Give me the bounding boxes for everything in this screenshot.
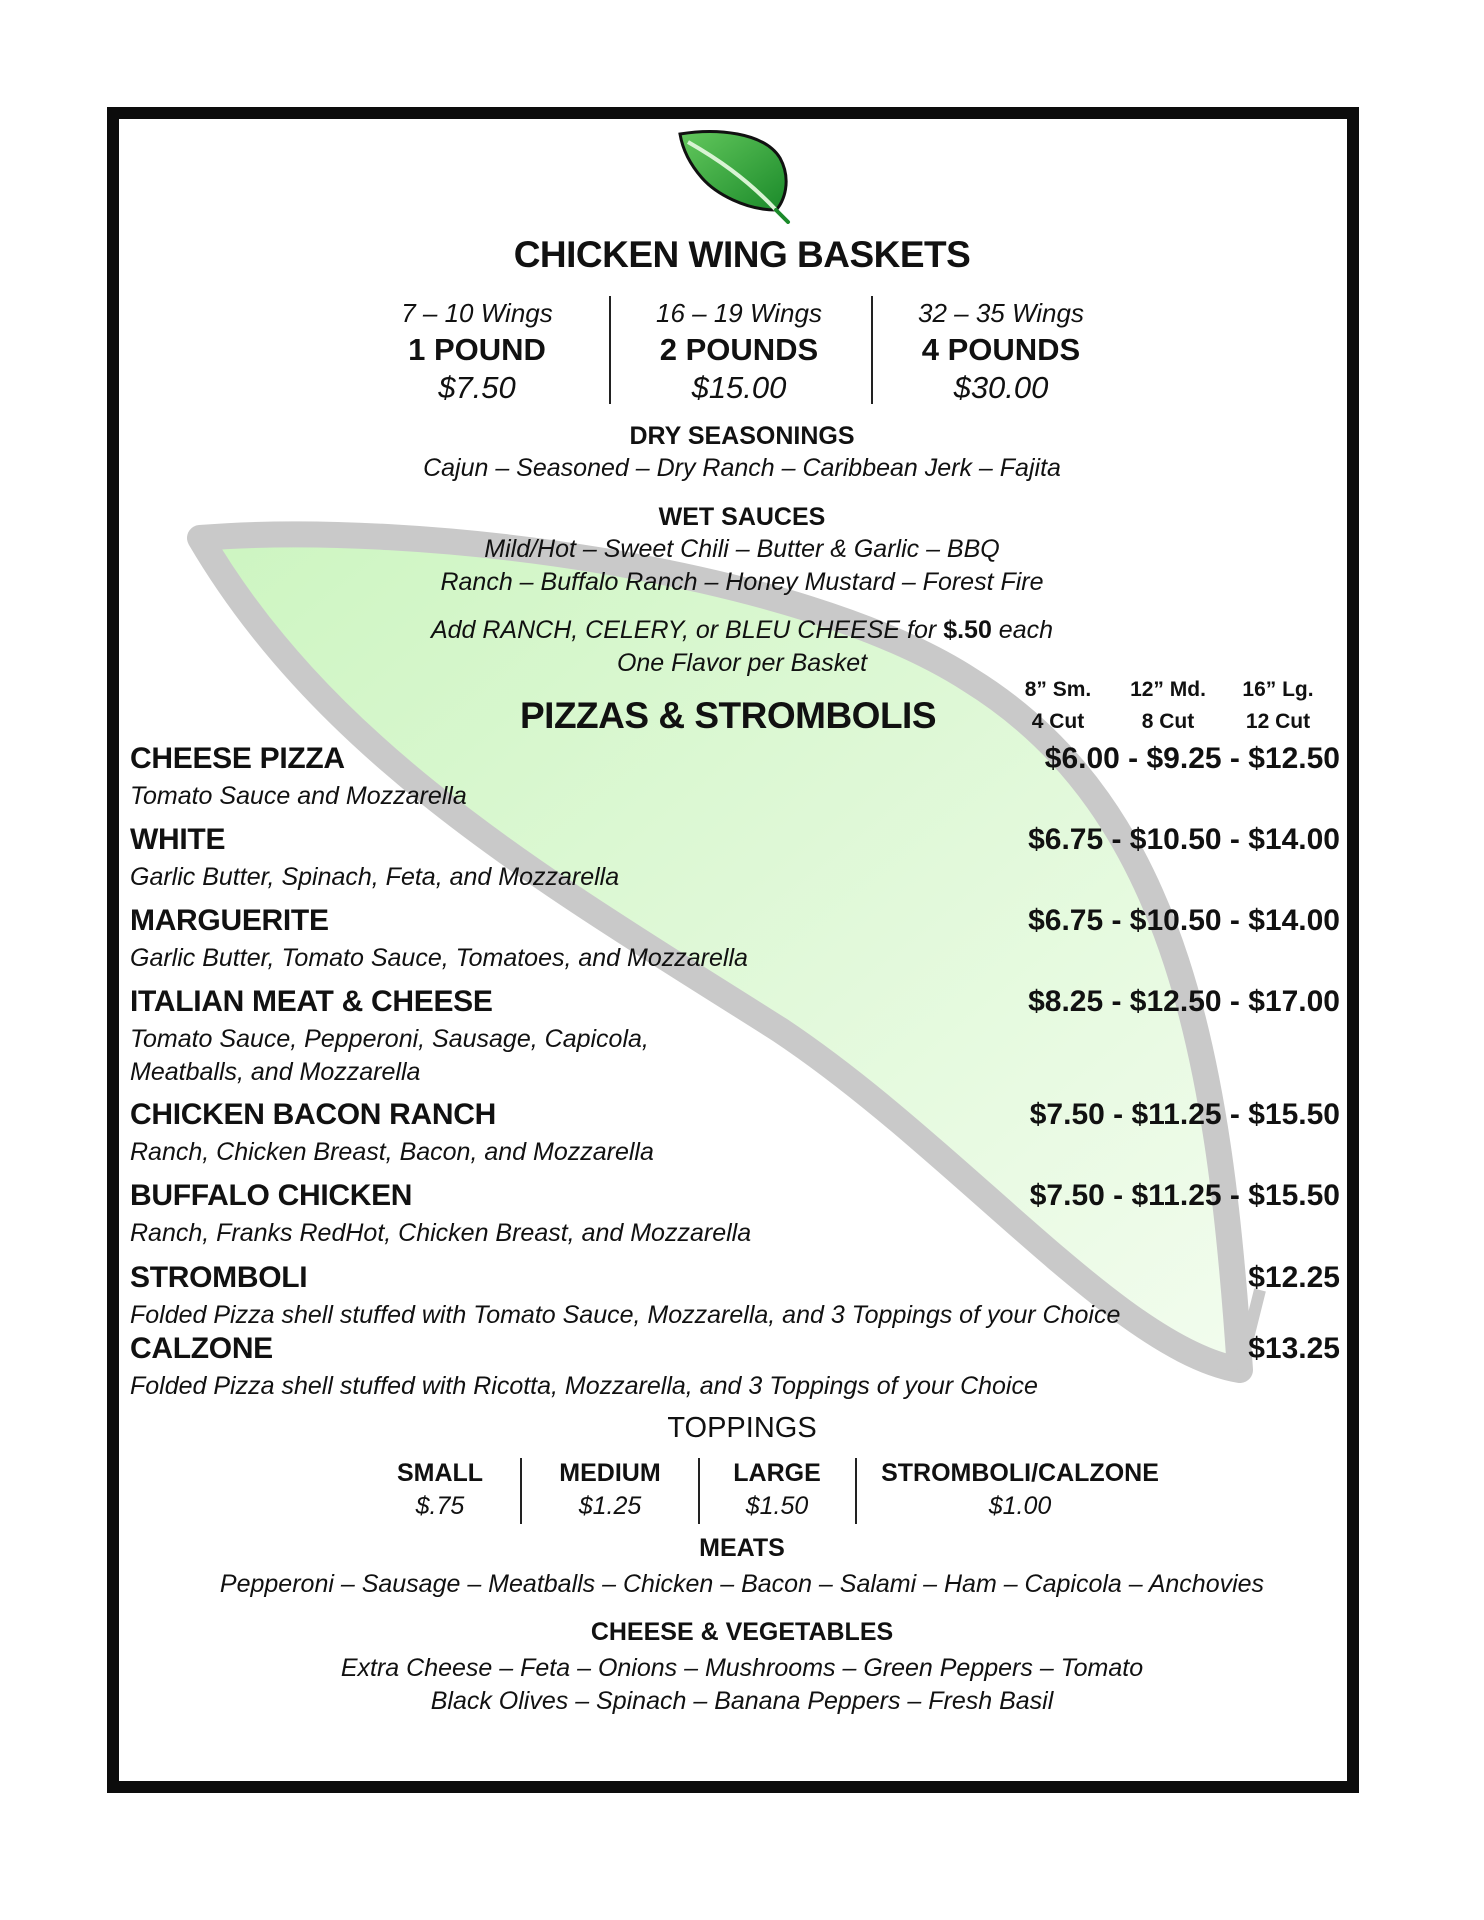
topping-size-label: MEDIUM [559, 1459, 661, 1487]
pizza-title: PIZZAS & STROMBOLIS [520, 695, 936, 736]
wet-sauces-title: WET SAUCES [658, 503, 826, 531]
wing-count: 16 – 19 Wings [656, 298, 822, 328]
wing-price: $15.00 [691, 370, 787, 405]
divider [698, 1458, 700, 1524]
topping-price: $1.50 [745, 1492, 809, 1520]
wing-price: $30.00 [953, 370, 1049, 405]
item-name: CALZONE [130, 1332, 273, 1365]
item-name: CHEESE PIZZA [130, 742, 345, 775]
size-label: 8” Sm. [1024, 678, 1092, 701]
meats-list: Pepperoni – Sausage – Meatballs – Chicken – Bacon – Salami – Ham – Capicola – Anchovies [219, 1570, 1265, 1598]
item-price: $6.00 - $9.25 - $12.50 [1044, 742, 1340, 775]
size-header-small [1003, 674, 1113, 738]
wing-weight: 4 POUNDS [921, 332, 1081, 367]
addon-pre: Add RANCH, CELERY, or BLEU CHEESE for [430, 616, 944, 644]
item-price: $7.50 - $11.25 - $15.50 [1029, 1179, 1340, 1212]
item-name: BUFFALO CHICKEN [130, 1179, 413, 1212]
size-label: 16” Lg. [1242, 678, 1314, 701]
topping-size-label: SMALL [396, 1459, 484, 1487]
cheese-veg-title: CHEESE & VEGETABLES [590, 1618, 894, 1646]
item-desc: Folded Pizza shell stuffed with Tomato Sauce, Mozzarella, and 3 Toppings of your Choice [130, 1301, 1121, 1329]
item-price: $13.25 [1248, 1332, 1340, 1365]
item-desc: Meatballs, and Mozzarella [130, 1058, 421, 1086]
item-name: CHICKEN BACON RANCH [130, 1098, 496, 1131]
topping-size-label: LARGE [733, 1459, 821, 1487]
addon-post: each [991, 616, 1054, 644]
wing-weight: 2 POUNDS [659, 332, 819, 367]
addon-price: $.50 [943, 616, 992, 644]
item-desc: Folded Pizza shell stuffed with Ricotta, Mozzarella, and 3 Toppings of your Choice [130, 1372, 1038, 1400]
topping-price-large [712, 1456, 842, 1522]
item-desc: Tomato Sauce and Mozzarella [130, 782, 467, 810]
divider [520, 1458, 522, 1524]
wing-weight: 1 POUND [408, 332, 546, 367]
flavor-note: One Flavor per Basket [616, 649, 868, 677]
wet-sauces-line-2: Ranch – Buffalo Ranch – Honey Mustard – Forest Fire [440, 568, 1044, 596]
topping-price-medium [540, 1456, 680, 1522]
item-price: $7.50 - $11.25 - $15.50 [1029, 1098, 1340, 1131]
item-name: ITALIAN MEAT & CHEESE [130, 985, 493, 1018]
wing-count: 7 – 10 Wings [401, 298, 553, 328]
wing-count: 32 – 35 Wings [918, 298, 1084, 328]
item-desc: Ranch, Franks RedHot, Chicken Breast, and Mozzarella [130, 1219, 752, 1247]
item-name: STROMBOLI [130, 1261, 308, 1294]
size-header-medium [1113, 674, 1223, 738]
toppings-title: TOPPINGS [667, 1412, 817, 1444]
dry-seasonings-title: DRY SEASONINGS [629, 422, 855, 450]
cheese-veg-line-2: Black Olives – Spinach – Banana Peppers – Fresh Basil [430, 1687, 1054, 1715]
topping-price: $1.00 [988, 1492, 1052, 1520]
cut-label: 4 Cut [1031, 710, 1085, 733]
cheese-veg-line-1: Extra Cheese – Feta – Onions – Mushrooms – Green Peppers – Tomato [340, 1654, 1144, 1682]
item-desc: Ranch, Chicken Breast, Bacon, and Mozzarella [130, 1138, 654, 1166]
wing-basket-2 [609, 295, 869, 407]
wings-title: CHICKEN WING BASKETS [513, 234, 971, 275]
item-price: $12.25 [1248, 1261, 1340, 1294]
wing-price: $7.50 [438, 370, 516, 405]
divider [855, 1458, 857, 1524]
topping-price: $.75 [415, 1492, 465, 1520]
dry-seasonings-list: Cajun – Seasoned – Dry Ranch – Caribbean Jerk – Fajita [423, 454, 1061, 482]
size-header-large [1223, 674, 1333, 738]
wing-basket-3 [871, 295, 1131, 407]
wing-basket-1 [347, 295, 607, 407]
cut-label: 12 Cut [1245, 710, 1311, 733]
topping-price-stromboli [870, 1456, 1170, 1522]
item-desc: Tomato Sauce, Pepperoni, Sausage, Capicola, [130, 1025, 649, 1053]
topping-price-small [380, 1456, 500, 1522]
item-price: $8.25 - $12.50 - $17.00 [1028, 985, 1340, 1018]
topping-size-label: STROMBOLI/CALZONE [881, 1459, 1159, 1487]
size-label: 12” Md. [1130, 678, 1206, 701]
cut-label: 8 Cut [1141, 710, 1195, 733]
item-price: $6.75 - $10.50 - $14.00 [1028, 904, 1340, 937]
item-desc: Garlic Butter, Tomato Sauce, Tomatoes, and Mozzarella [130, 944, 748, 972]
addon-note [0, 616, 1484, 645]
item-name: MARGUERITE [130, 904, 329, 937]
item-price: $6.75 - $10.50 - $14.00 [1028, 823, 1340, 856]
topping-price: $1.25 [578, 1492, 642, 1520]
item-name: WHITE [130, 823, 226, 856]
wet-sauces-line-1: Mild/Hot – Sweet Chili – Butter & Garlic – BBQ [484, 535, 1000, 563]
leaf-icon [676, 128, 806, 224]
meats-title: MEATS [699, 1534, 785, 1562]
item-desc: Garlic Butter, Spinach, Feta, and Mozzarella [130, 863, 620, 891]
